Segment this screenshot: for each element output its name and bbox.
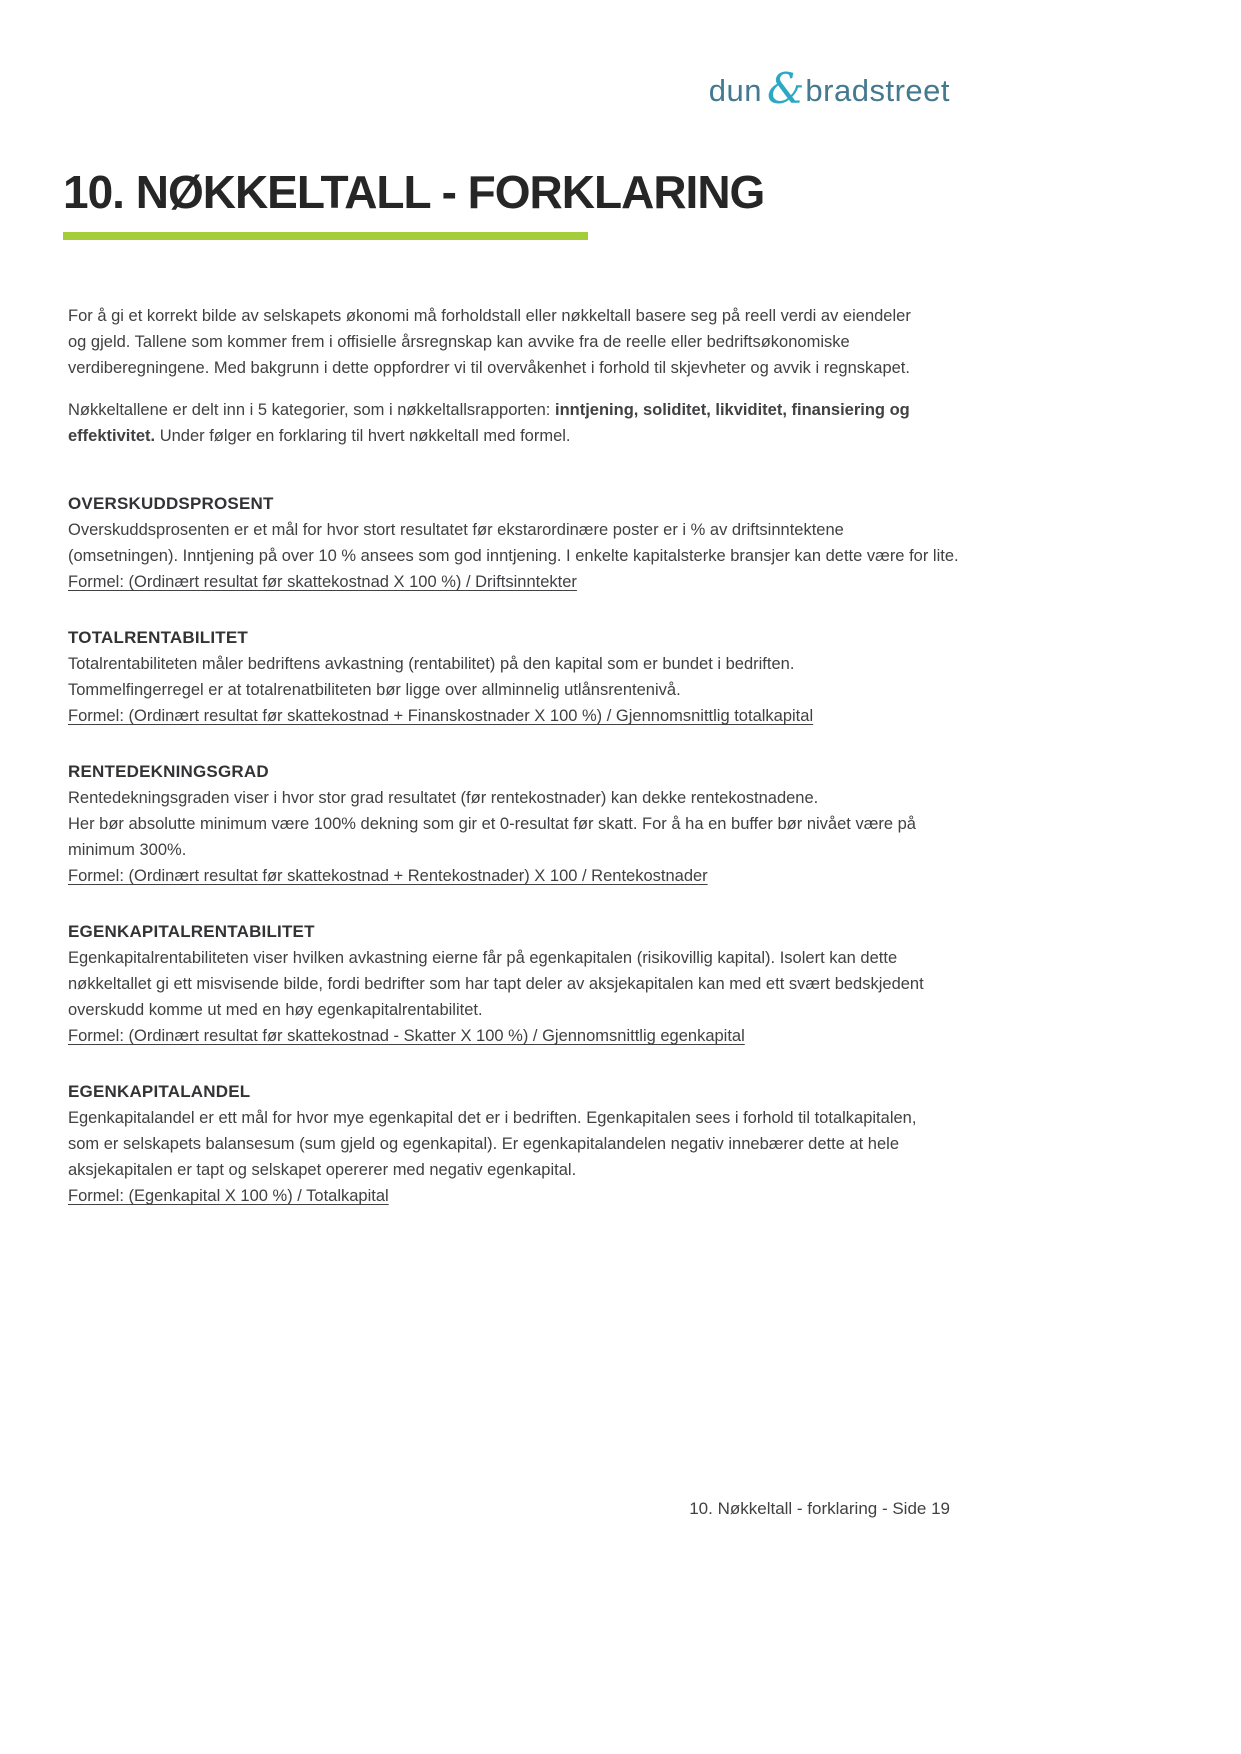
section-heading: EGENKAPITALANDEL [68,1082,251,1101]
section-heading: TOTALRENTABILITET [68,628,248,647]
logo-word-bradstreet: bradstreet [805,73,950,108]
section-body: Totalrentabiliteten måler bedriftens avkastning (rentabilitet) på den kapital som er bundet i bedriften. Tommelfingerregel er at totalrenatbiliteten bør ligge over allminnelig utlånsrentenivå. [68,655,795,699]
intro-paragraph-1: For å gi et korrekt bilde av selskapets økonomi må forholdstall eller nøkkeltall basere seg på reell verdi av eiendeler og gjeld. Tallene som kommer frem i offisielle årsregnskap kan avvike fra de reelle eller bedriftsøkonomiske verdiberegningene. Med bakgrunn i dette oppfordrer vi til overvåkenhet i forhold til skjevheter og avvik i regnskapet. [68,307,911,377]
section-overskuddsprosent [68,491,988,595]
logo-word-dun: dun [708,73,763,108]
page-title: 10. NØKKELTALL - FORKLARING [63,166,765,218]
section-formula: Formel: (Ordinært resultat før skattekostnad + Finanskostnader X 100 %) / Gjennomsnittlig totalkapital [68,707,814,725]
section-formula: Formel: (Ordinært resultat før skattekostnad + Rentekostnader) X 100 / Rentekostnader [68,867,708,885]
section-body: Egenkapitalandel er ett mål for hvor mye egenkapital det er i bedriften. Egenkapitalen sees i forhold til totalkapitalen, som er selskapets balansesum (sum gjeld og egenkapital). Er egenkapitalandelen negativ innebærer dette at hele aksjekapitalen er tapt og selskapet opererer med negativ egenkapital. [68,1109,917,1179]
section-rentedekningsgrad [68,759,988,889]
section-egenkapitalandel [68,1079,988,1209]
section-heading: EGENKAPITALRENTABILITET [68,922,315,941]
dnb-logo [708,64,950,113]
section-body: Rentedekningsgraden viser i hvor stor grad resultatet (før rentekostnader) kan dekke rentekostnadene. Her bør absolutte minimum være 100% dekning som gir et 0-resultat før skatt. For å ha en buffer bør nivået være på minimum 300%. [68,789,916,859]
content-column [68,303,988,1239]
page-footer: 10. Nøkkeltall - forklaring - Side 19 [689,1499,950,1518]
section-body: Overskuddsprosenten er et mål for hvor stort resultatet før ekstarordinære poster er i % av driftsinntektene (omsetningen). Inntjening på over 10 % ansees som god inntjening. I enkelte kapitalsterke bransjer kan dette være for lite. [68,521,959,565]
section-formula: Formel: (Ordinært resultat før skattekostnad - Skatter X 100 %) / Gjennomsnittlig egenkapital [68,1027,745,1045]
logo-ampersand-icon: & [767,64,805,113]
section-body: Egenkapitalrentabiliteten viser hvilken avkastning eierne får på egenkapitalen (risikovillig kapital). Isolert kan dette nøkkeltallet gi ett misvisende bilde, fordi bedrifter som har tapt deler av aksjekapitalen kan med ett svært bedskjedent overskudd komme ut med en høy egenkapitalrentabilitet. [68,949,924,1019]
section-totalrentabilitet [68,625,988,729]
section-egenkapitalrentabilitet [68,919,988,1049]
section-heading: OVERSKUDDSPROSENT [68,494,274,513]
section-formula: Formel: (Ordinært resultat før skattekostnad X 100 %) / Driftsinntekter [68,573,577,591]
section-formula: Formel: (Egenkapital X 100 %) / Totalkapital [68,1187,389,1205]
section-heading: RENTEDEKNINGSGRAD [68,762,269,781]
intro-paragraph-2: Nøkkeltallene er delt inn i 5 kategorier, som i nøkkeltallsrapporten: inntjening, soliditet, likviditet, finansiering og effektivitet. Under følger en forklaring til hvert nøkkeltall med formel. [68,401,910,445]
title-accent-rule [63,232,588,240]
